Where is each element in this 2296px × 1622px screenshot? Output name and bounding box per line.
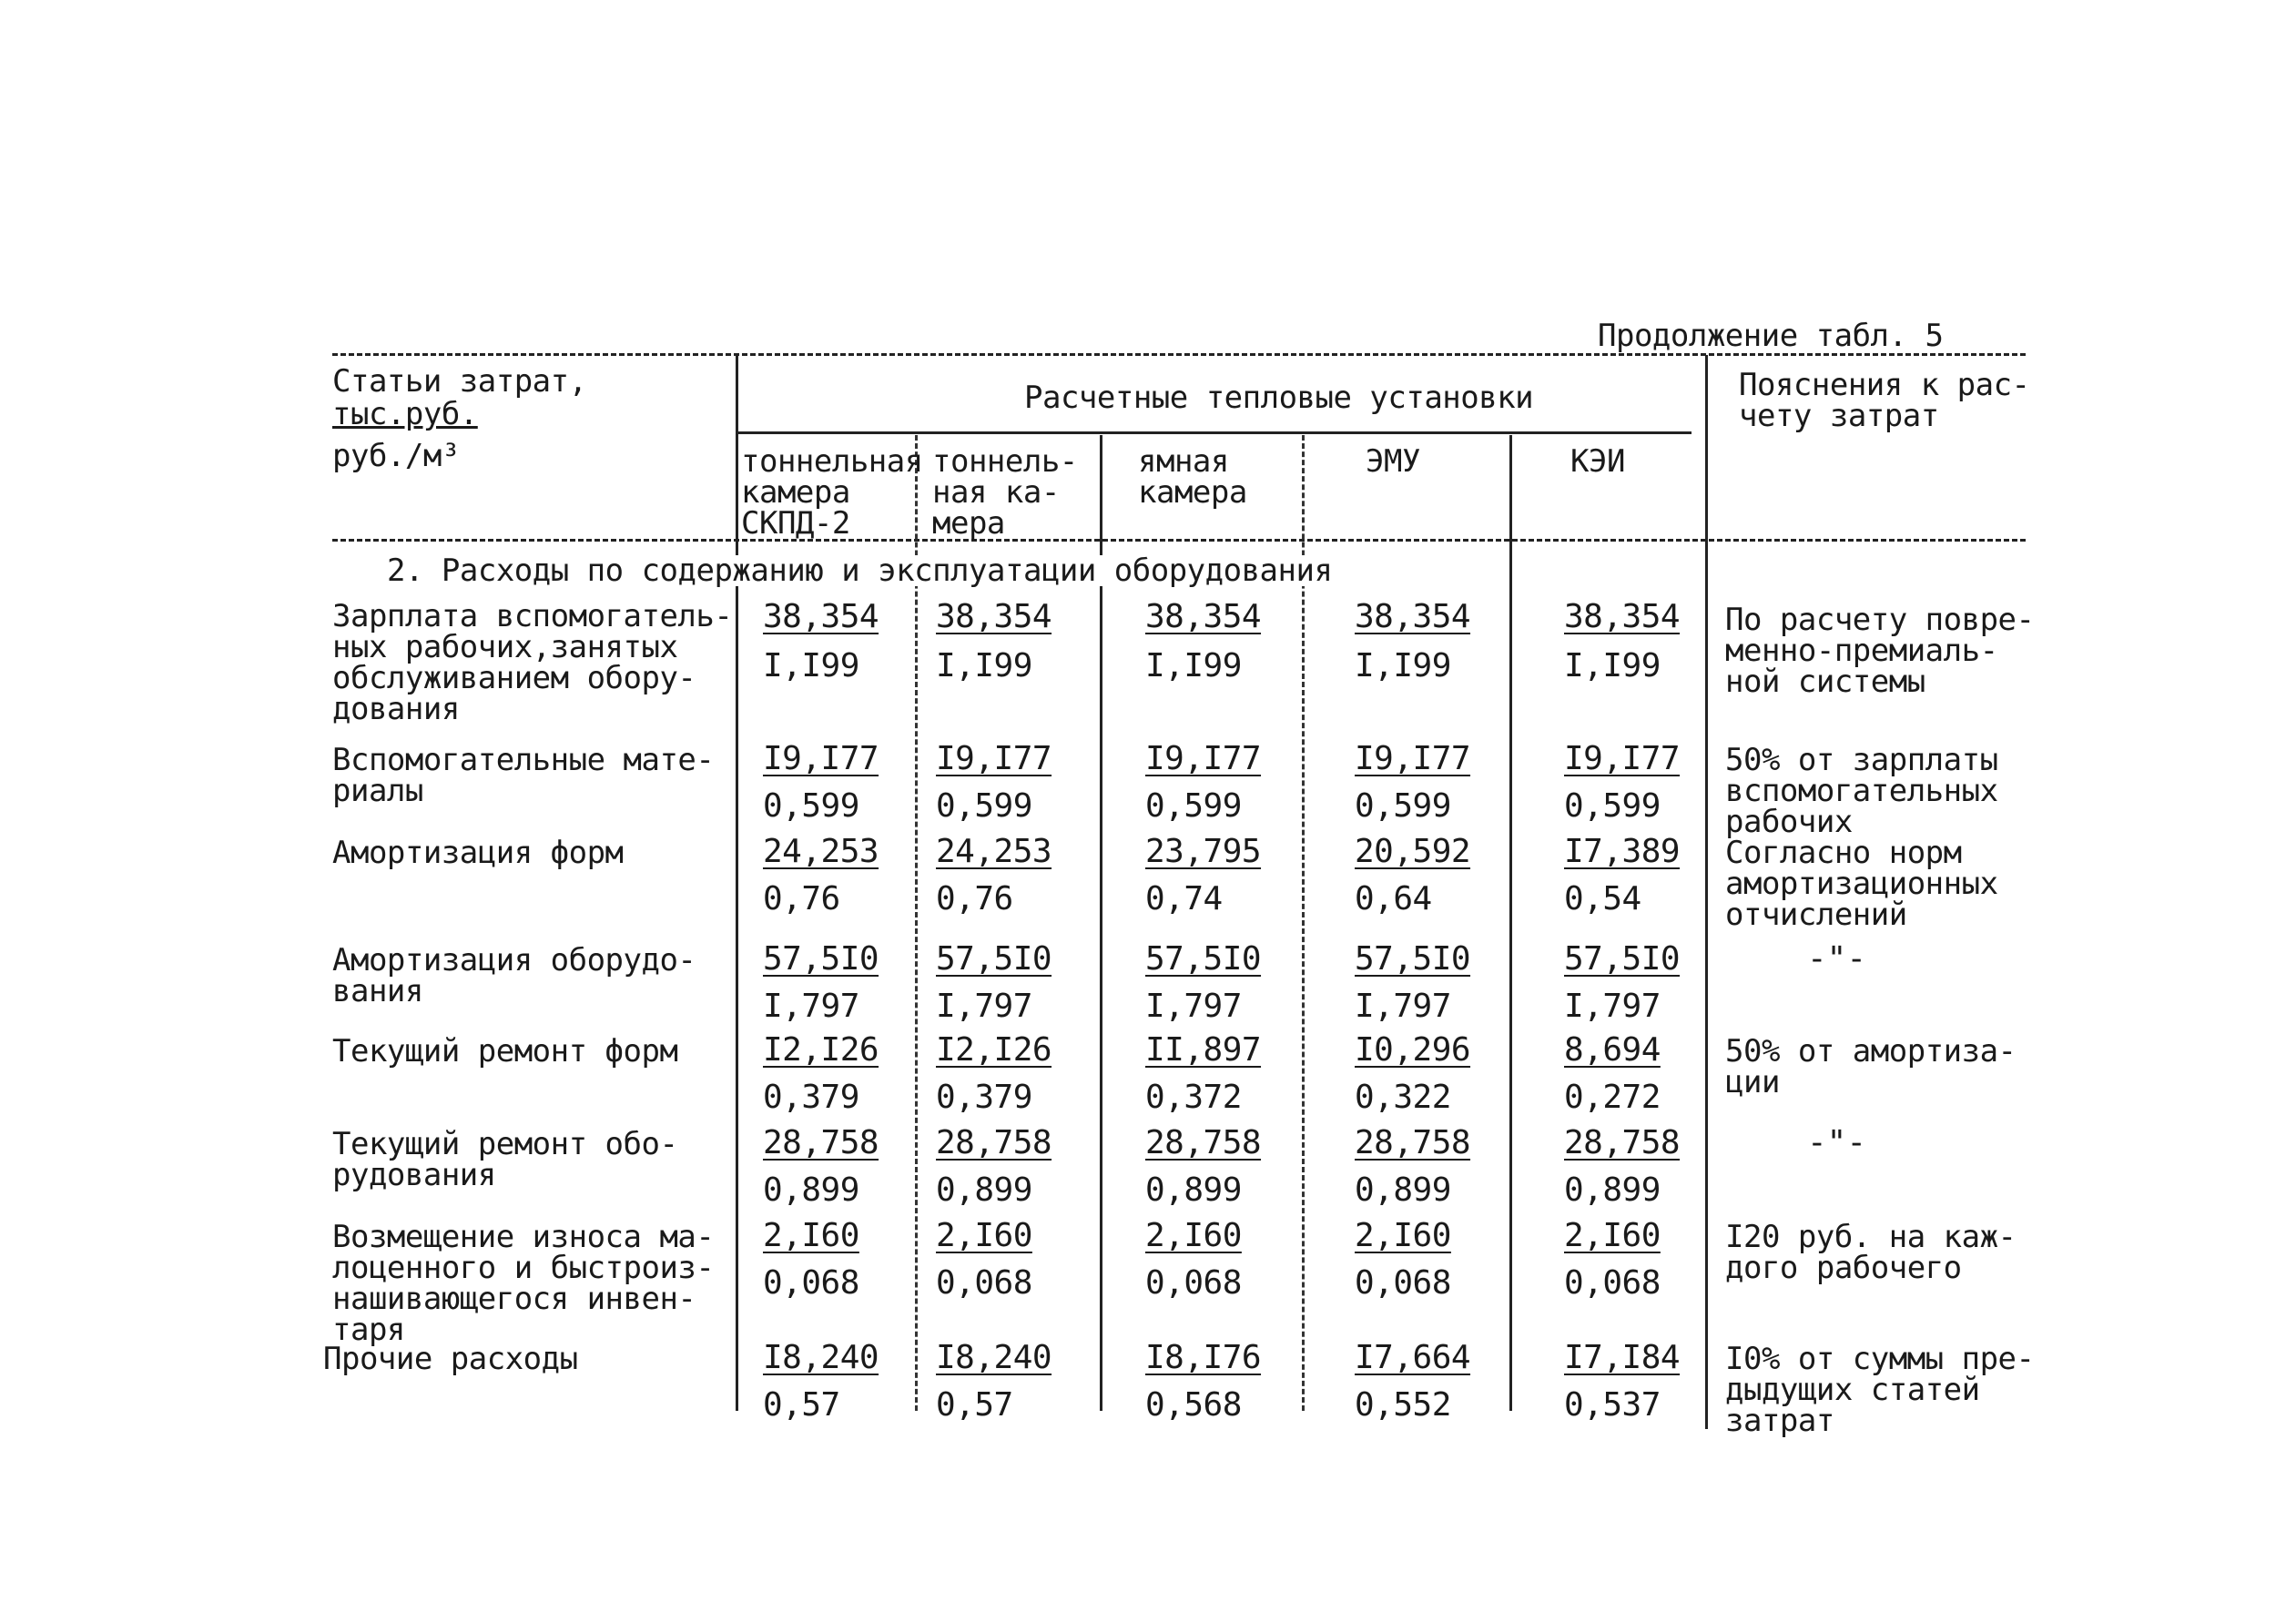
row-8-bottom-1: 0,57 bbox=[763, 1386, 840, 1424]
row-6-label-line-1: Текущий ремонт обо- bbox=[332, 1126, 678, 1162]
row-3-note-line-3: отчислений bbox=[1725, 897, 1907, 933]
row-5-bottom-3: 0,372 bbox=[1145, 1079, 1242, 1116]
row-5-top-1: I2,I26 bbox=[763, 1031, 879, 1069]
row-1-label-line-4: дования bbox=[332, 691, 460, 727]
row-4-top-2: 57,5I0 bbox=[936, 940, 1052, 978]
row-6-bottom-2: 0,899 bbox=[936, 1171, 1032, 1209]
col-rule-1 bbox=[736, 355, 738, 1411]
header-item-line-2: тыс.руб. bbox=[332, 396, 478, 432]
row-2-bottom-1: 0,599 bbox=[763, 787, 859, 825]
row-6-bottom-5: 0,899 bbox=[1564, 1171, 1661, 1209]
row-1-label-line-3: обслуживанием обору- bbox=[332, 660, 696, 696]
subcol-5-line-1: КЭИ bbox=[1570, 443, 1625, 480]
row-8-bottom-4: 0,552 bbox=[1355, 1386, 1451, 1424]
row-4-top-3: 57,5I0 bbox=[1145, 940, 1262, 978]
header-group-title: Расчетные тепловые установки bbox=[1024, 380, 1534, 416]
row-8-bottom-2: 0,57 bbox=[936, 1386, 1013, 1424]
subcol-1-line-2: камера bbox=[741, 474, 850, 511]
header-bottom-rule bbox=[332, 539, 2026, 542]
row-4-top-4: 57,5I0 bbox=[1355, 940, 1471, 978]
row-5-note-line-1: 50% от амортиза- bbox=[1725, 1033, 2017, 1070]
row-1-note-line-3: ной системы bbox=[1725, 664, 1925, 700]
row-1-bottom-4: I,I99 bbox=[1355, 647, 1451, 684]
row-4-bottom-1: I,797 bbox=[763, 988, 859, 1025]
row-8-note-line-2: дыдущих статей bbox=[1725, 1372, 1980, 1408]
row-8-top-1: I8,240 bbox=[763, 1339, 879, 1376]
row-7-top-3: 2,I60 bbox=[1145, 1217, 1242, 1254]
row-4-bottom-3: I,797 bbox=[1145, 988, 1242, 1025]
row-1-note-line-2: менно-премиаль- bbox=[1725, 633, 1998, 669]
row-6-bottom-4: 0,899 bbox=[1355, 1171, 1451, 1209]
header-item-line-3: руб./м³ bbox=[332, 438, 460, 474]
row-5-bottom-2: 0,379 bbox=[936, 1079, 1032, 1116]
row-1-bottom-5: I,I99 bbox=[1564, 647, 1661, 684]
row-2-bottom-5: 0,599 bbox=[1564, 787, 1661, 825]
row-5-top-4: I0,296 bbox=[1355, 1031, 1471, 1069]
subcol-2-line-3: мера bbox=[932, 505, 1005, 542]
section-title: 2. Расходы по содержанию и эксплуатации оборудования bbox=[387, 555, 1337, 586]
row-5-label-line-1: Текущий ремонт форм bbox=[332, 1033, 678, 1070]
table-caption: Продолжение табл. 5 bbox=[1598, 318, 1944, 354]
row-6-bottom-3: 0,899 bbox=[1145, 1171, 1242, 1209]
row-7-bottom-4: 0,068 bbox=[1355, 1264, 1451, 1302]
row-2-note-line-1: 50% от зарплаты bbox=[1725, 742, 1998, 778]
subcol-1-line-1: тоннельная bbox=[741, 443, 923, 480]
row-2-note-line-3: рабочих bbox=[1725, 804, 1853, 840]
row-1-label-line-2: ных рабочих,занятых bbox=[332, 629, 678, 665]
row-7-label-line-1: Возмещение износа ма- bbox=[332, 1219, 715, 1255]
row-1-bottom-2: I,I99 bbox=[936, 647, 1032, 684]
row-4-label-line-2: вания bbox=[332, 973, 423, 1009]
row-3-note-line-2: амортизационных bbox=[1725, 866, 1998, 902]
row-1-top-4: 38,354 bbox=[1355, 598, 1471, 635]
subcol-3-line-1: ямная bbox=[1138, 443, 1229, 480]
row-3-top-4: 20,592 bbox=[1355, 833, 1471, 870]
row-6-top-1: 28,758 bbox=[763, 1124, 879, 1161]
row-4-bottom-2: I,797 bbox=[936, 988, 1032, 1025]
row-4-bottom-4: I,797 bbox=[1355, 988, 1451, 1025]
row-3-top-5: I7,389 bbox=[1564, 833, 1681, 870]
row-4-label-line-1: Амортизация оборудо- bbox=[332, 942, 696, 978]
row-8-top-3: I8,I76 bbox=[1145, 1339, 1262, 1376]
row-3-top-2: 24,253 bbox=[936, 833, 1052, 870]
group-header-rule bbox=[736, 431, 1692, 434]
row-7-label-line-3: нашивающегося инвен- bbox=[332, 1281, 696, 1317]
row-1-top-2: 38,354 bbox=[936, 598, 1052, 635]
row-5-top-5: 8,694 bbox=[1564, 1031, 1661, 1069]
row-3-bottom-5: 0,54 bbox=[1564, 880, 1641, 917]
row-6-top-2: 28,758 bbox=[936, 1124, 1052, 1161]
row-5-top-3: II,897 bbox=[1145, 1031, 1262, 1069]
row-2-top-4: I9,I77 bbox=[1355, 740, 1471, 777]
row-2-top-1: I9,I77 bbox=[763, 740, 879, 777]
row-2-top-3: I9,I77 bbox=[1145, 740, 1262, 777]
row-8-bottom-5: 0,537 bbox=[1564, 1386, 1661, 1424]
row-7-top-2: 2,I60 bbox=[936, 1217, 1032, 1254]
row-7-top-5: 2,I60 bbox=[1564, 1217, 1661, 1254]
row-1-label-line-1: Зарплата вспомогатель- bbox=[332, 598, 733, 634]
row-7-top-4: 2,I60 bbox=[1355, 1217, 1451, 1254]
row-2-note-line-2: вспомогательных bbox=[1725, 773, 1998, 809]
row-3-bottom-4: 0,64 bbox=[1355, 880, 1432, 917]
row-8-note-line-3: затрат bbox=[1725, 1403, 1834, 1439]
row-6-top-3: 28,758 bbox=[1145, 1124, 1262, 1161]
row-5-note-line-2: ции bbox=[1725, 1064, 1780, 1100]
row-7-label-line-2: лоценного и быстроиз- bbox=[332, 1250, 715, 1286]
row-1-note-line-1: По расчету повре- bbox=[1725, 602, 2035, 638]
row-6-top-4: 28,758 bbox=[1355, 1124, 1471, 1161]
row-2-label-line-2: риалы bbox=[332, 773, 423, 809]
row-8-bottom-3: 0,568 bbox=[1145, 1386, 1242, 1424]
row-3-label-line-1: Амортизация форм bbox=[332, 835, 624, 871]
row-3-top-1: 24,253 bbox=[763, 833, 879, 870]
row-7-bottom-1: 0,068 bbox=[763, 1264, 859, 1302]
row-3-bottom-3: 0,74 bbox=[1145, 880, 1223, 917]
row-6-note-ditto: -"- bbox=[1807, 1124, 1867, 1161]
row-2-top-5: I9,I77 bbox=[1564, 740, 1681, 777]
table-top-rule bbox=[332, 353, 2026, 356]
row-8-label-line-1: Прочие расходы bbox=[323, 1341, 578, 1377]
row-7-top-1: 2,I60 bbox=[763, 1217, 859, 1254]
row-8-note-line-1: I0% от суммы пре- bbox=[1725, 1341, 2035, 1377]
row-3-bottom-1: 0,76 bbox=[763, 880, 840, 917]
row-7-bottom-3: 0,068 bbox=[1145, 1264, 1242, 1302]
subcol-4-line-1: ЭМУ bbox=[1366, 443, 1420, 480]
header-notes-line-1: Пояснения к рас- bbox=[1739, 367, 2030, 403]
row-8-top-5: I7,I84 bbox=[1564, 1339, 1681, 1376]
row-1-top-1: 38,354 bbox=[763, 598, 879, 635]
row-2-top-2: I9,I77 bbox=[936, 740, 1052, 777]
row-5-bottom-4: 0,322 bbox=[1355, 1079, 1451, 1116]
row-6-label-line-2: рудования bbox=[332, 1157, 496, 1193]
row-1-bottom-1: I,I99 bbox=[763, 647, 859, 684]
row-6-bottom-1: 0,899 bbox=[763, 1171, 859, 1209]
subcol-2-line-2: ная ка- bbox=[932, 474, 1060, 511]
row-3-bottom-2: 0,76 bbox=[936, 880, 1013, 917]
col-rule-6 bbox=[1705, 355, 1708, 1429]
row-4-top-1: 57,5I0 bbox=[763, 940, 879, 978]
row-1-top-5: 38,354 bbox=[1564, 598, 1681, 635]
row-7-label-line-4: таря bbox=[332, 1312, 405, 1348]
row-5-bottom-1: 0,379 bbox=[763, 1079, 859, 1116]
row-7-bottom-5: 0,068 bbox=[1564, 1264, 1661, 1302]
header-item-line-1: Статьи затрат, bbox=[332, 363, 587, 400]
row-1-top-3: 38,354 bbox=[1145, 598, 1262, 635]
row-7-note-line-1: I20 руб. на каж- bbox=[1725, 1219, 2017, 1255]
row-8-top-4: I7,664 bbox=[1355, 1339, 1471, 1376]
row-6-top-5: 28,758 bbox=[1564, 1124, 1681, 1161]
row-2-bottom-2: 0,599 bbox=[936, 787, 1032, 825]
row-4-note-ditto: -"- bbox=[1807, 940, 1867, 978]
subcol-2-line-1: тоннель- bbox=[932, 443, 1078, 480]
row-5-bottom-5: 0,272 bbox=[1564, 1079, 1661, 1116]
row-1-bottom-3: I,I99 bbox=[1145, 647, 1242, 684]
row-4-bottom-5: I,797 bbox=[1564, 988, 1661, 1025]
row-2-label-line-1: Вспомогательные мате- bbox=[332, 742, 715, 778]
row-5-top-2: I2,I26 bbox=[936, 1031, 1052, 1069]
row-7-bottom-2: 0,068 bbox=[936, 1264, 1032, 1302]
row-3-top-3: 23,795 bbox=[1145, 833, 1262, 870]
col-rule-5 bbox=[1509, 435, 1512, 1411]
row-7-note-line-2: дого рабочего bbox=[1725, 1250, 1962, 1286]
header-notes-line-2: чету затрат bbox=[1739, 398, 1939, 434]
row-2-bottom-3: 0,599 bbox=[1145, 787, 1242, 825]
row-2-bottom-4: 0,599 bbox=[1355, 787, 1451, 825]
row-4-top-5: 57,5I0 bbox=[1564, 940, 1681, 978]
row-8-top-2: I8,240 bbox=[936, 1339, 1052, 1376]
row-3-note-line-1: Согласно норм bbox=[1725, 835, 1962, 871]
subcol-3-line-2: камера bbox=[1138, 474, 1247, 511]
subcol-1-line-3: СКПД-2 bbox=[741, 505, 850, 542]
